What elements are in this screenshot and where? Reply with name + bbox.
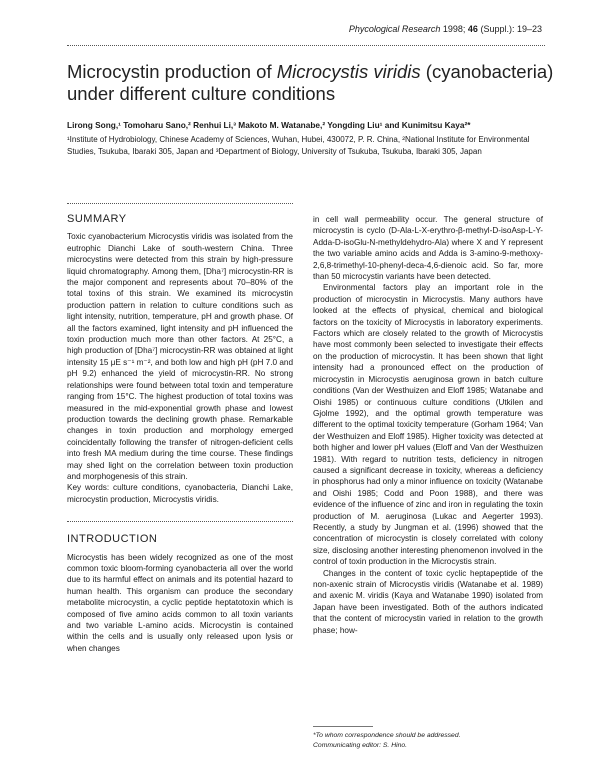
summary-heading: SUMMARY <box>67 213 127 225</box>
running-header <box>349 24 542 34</box>
title-part2: (cyanobacteria) under different culture conditions <box>67 61 554 104</box>
introduction-text: Microcystis has been widely recognized as one of the most common toxic bloom-forming cyanobacteria all over the world due to its harmful effect on animals and its potential hazard to human health. This organism can produce the secondary metabolite microcystin, a cyclic peptide heptatotoxin which is composed of five amino acids common to all toxin variants and two variable L-amino acids. Microcystin is contained within the cells and is usually only released upon lysis or when changes <box>67 552 293 653</box>
journal-name: Phycological Research <box>348 24 441 34</box>
left-column <box>67 214 293 654</box>
abstract-divider <box>67 203 293 204</box>
right-paragraph-3: Changes in the content of toxic cyclic heptapeptide of the non-axenic strain of Microcystis viridis (Watanabe et al. 1989) and axenic M. viridis (Kaya and Watanabe 1990) isolated from Japan have been investigated. Both of the authors indicated that the content of microcystin varied in relation to the growth phase; how- <box>313 568 543 635</box>
footnote <box>313 726 543 751</box>
author-list: Lirong Song,¹ Tomoharu Sano,² Renhui Li,³ Makoto M. Watanabe,² Yongding Liu¹ and Kunimitsu Kaya²* <box>67 120 471 130</box>
communicating-editor: Communicating editor: S. Hino. <box>313 742 408 749</box>
correspondence-note: *To whom correspondence should be addressed. <box>313 732 461 739</box>
affiliations: ¹Institute of Hydrobiology, Chinese Academy of Sciences, Wuhan, Hubei, 430072, P. R. China, ²National Institute for Environmental Studies, Tsukuba, Ibaraki 305, Japan and ³Department of Biology, University of Tsukuba, Tsukuba, Ibaraki 305, Japan <box>67 135 530 156</box>
title-species: Microcystis viridis <box>276 61 421 82</box>
right-column <box>313 214 543 636</box>
keywords: Key words: culture conditions, cyanobacteria, Dianchi Lake, microcystin production, Microcystis viridis. <box>67 483 293 504</box>
intro-divider <box>67 521 293 522</box>
article-title <box>67 61 557 105</box>
journal-volume: 46 <box>467 24 478 34</box>
header-divider <box>67 45 545 46</box>
summary-text: Toxic cyanobacterium Microcystis viridis was isolated from the eutrophic Dianchi Lake of south-western China. Three microcystins were detected from this strain by high-pressure liquid chromatography. Among them, [Dha⁷] microcystin-RR is the major component and represents about 70–80% of the total toxins of this strain. We examined its microcystin production pattern in relation to culture conditions such as light intensity, nutrition, temperature, pH and growth phase. Of all the factors examined, light intensity and pH influenced the toxin production much more than other factors. At 25°C, a high production of [Dha⁷] microcystin-RR was obtained at light intensity 15 μE s⁻¹ m⁻², and both low and high pH (pH 7.0 and pH 9.2) enhanced the yield of microcystin-RR. No strong relationships were found between total toxin and temperature ranging from 15°C. The highest production of total toxins was measured in the mid-exponential growth phase and lowest production towards the declining growth phase. Remarkable changes in toxin production and morphology emerged coincidentally following the transfer of nitrogen-deficient cells into fresh MA medium during the time course. These findings may shed light on the correlation between toxin production and morphogenesis of this strain. <box>67 232 293 481</box>
footnote-rule <box>313 726 373 727</box>
journal-pages: (Suppl.): 19–23 <box>480 24 542 34</box>
title-part1: Microcystin production of <box>67 61 277 82</box>
right-paragraph-1: in cell wall permeability occur. The general structure of microcystin is cyclo (D-Ala-L-X-erythro-β-methyl-D-isoAsp-L-Y-Adda-D-isoGlu-N-methyldehydro-Ala) where X and Y represent the two variable amino acids and Adda is 3-amino-9-methoxy-2,6,8-trimethyl-10-phenyl-deca-4,6-dienoic acid. So far, more than 50 microcystin variants have been detected. <box>313 215 543 282</box>
right-paragraph-2: Environmental factors play an important role in the production of microcystin in Microcystis. Many authors have looked at the effects of physical, chemical and biological factors on the toxicity of Microcystis in laboratory experiments. Factors which are closely related to the growth of Microcystis have most commonly been selected to investigate their effects on the production of microcystin. It has been shown that light intensity had a pronounced effect on the production of microcystin in Microcystis aeruginosa grown in batch culture conditions (Van der Westhuizen and Eloff 1985; Watanabe and Oishi 1985) or continuous culture conditions (Utkilen and Gjolme 1992), and the optimal growth temperature was different to the optimal toxicity temperature (Gorham 1964; Van der Westhuizen and Eloff 1985). Higher toxicity was detected at both higher and lower pH values (Eloff and Van der Westhuizen 1981). With regard to nutrition tests, deficiency in nitrogen caused a significant decrease in toxicity, whereas a deficiency in phosphorus had only a minor influence on toxicity (Watanabe and Oishi 1985; Codd and Poon 1988), and there was evidence of the influence of zinc and iron in regulating the toxin production of M. aeruginosa (Lukac and Aegerter 1993). Recently, a study by Jungman et al. (1996) showed that the concentration of microcystin is closely correlated with colony size, disclosing another interesting phenomenon involved in the control of toxin production in the Microcystis strain. <box>313 283 543 567</box>
journal-year: 1998; <box>442 24 466 34</box>
introduction-heading: INTRODUCTION <box>67 533 158 546</box>
